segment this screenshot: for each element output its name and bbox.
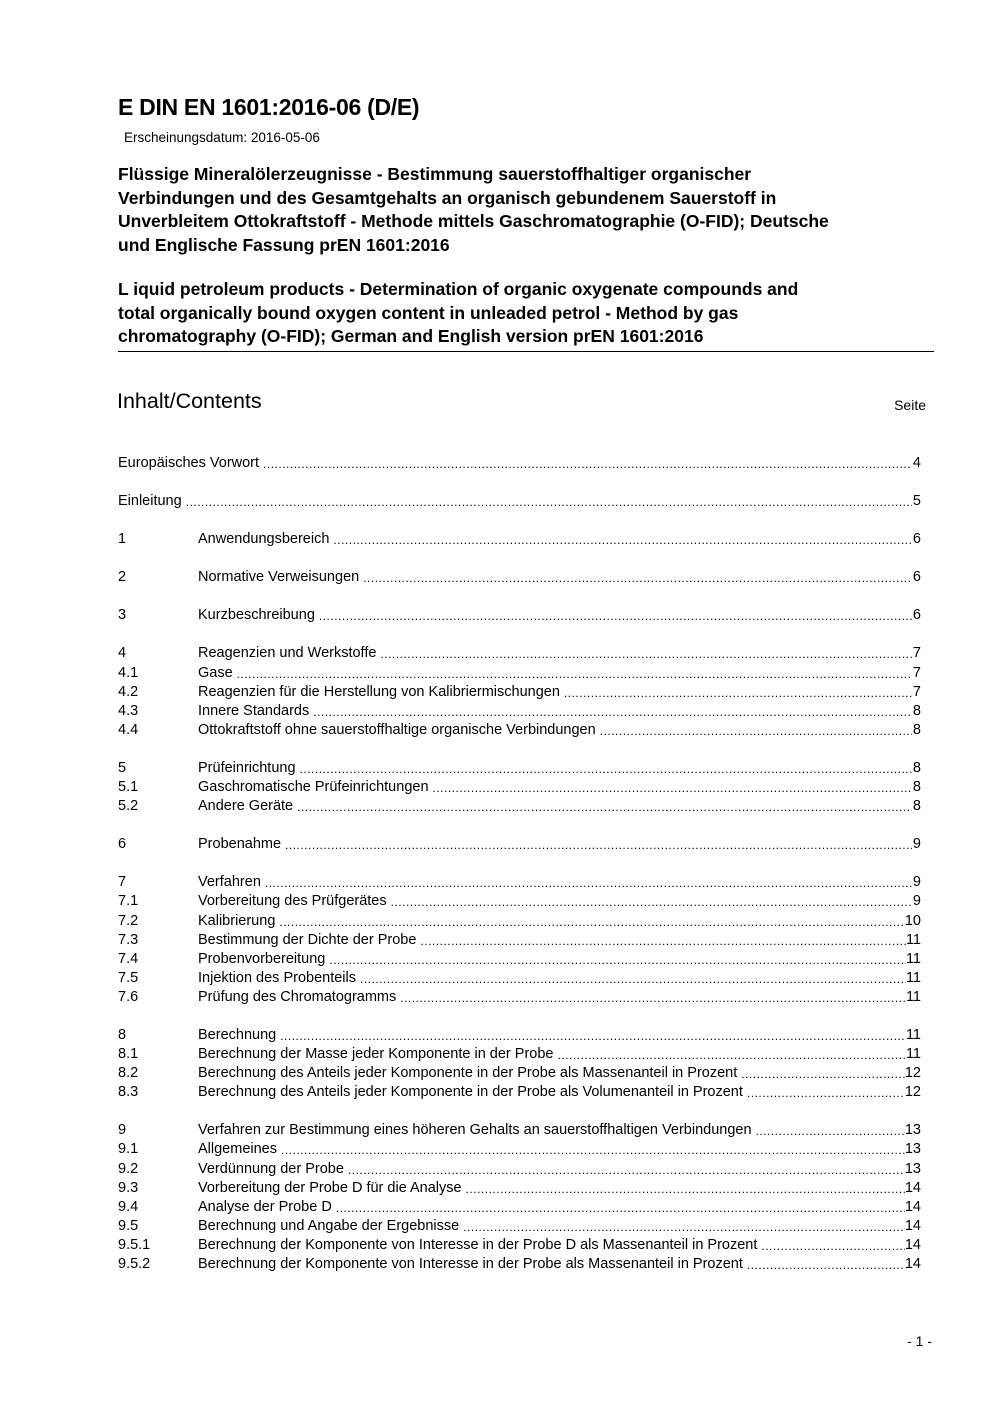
title-line: L iquid petroleum products - Determination of organic oxygenate compounds and	[118, 279, 799, 299]
toc-leader-dots	[297, 798, 912, 817]
toc-entry-title: Anwendungsbereich	[198, 531, 330, 548]
toc-entry-number: 9.1	[118, 1141, 139, 1158]
toc-entry-page: 11	[905, 969, 921, 986]
toc-leader-dots	[336, 1199, 905, 1218]
toc-entry-page: 14	[904, 1179, 921, 1196]
toc-entry[interactable]	[118, 759, 921, 778]
toc-entry[interactable]	[118, 1198, 921, 1217]
toc-entry-number: 9.4	[118, 1198, 139, 1215]
toc-entry-page: 12	[904, 1084, 921, 1101]
toc-entry-page: 10	[904, 912, 921, 929]
document-id: E DIN EN 1601:2016-06 (D/E)	[118, 94, 420, 120]
toc-entry-title: Vorbereitung des Prüfgerätes	[198, 893, 387, 910]
toc-entry[interactable]	[118, 1217, 921, 1236]
title-line: Unverbleitem Ottokraftstoff - Methode mittels Gaschromatographie (O-FID); Deutsche	[118, 211, 829, 231]
toc-entry[interactable]	[118, 1083, 921, 1102]
toc-leader-dots	[557, 1046, 905, 1065]
toc-entry-title: Verfahren zur Bestimmung eines höheren Gehalts an sauerstoffhaltigen Verbindungen	[198, 1122, 752, 1139]
toc-entry-number: 8.1	[118, 1046, 139, 1063]
toc-entry-number: 5	[118, 759, 127, 776]
toc-entry-title: Berechnung der Komponente von Interesse in der Probe D als Massenanteil in Prozent	[198, 1236, 758, 1253]
toc-entry-number: 7.6	[118, 988, 139, 1005]
toc-entry-title: Europäisches Vorwort	[118, 455, 260, 471]
toc-entry-title: Reagenzien für die Herstellung von Kalibriermischungen	[198, 683, 560, 700]
toc-leader-dots	[186, 493, 912, 512]
toc-entry-page: 8	[912, 779, 921, 796]
toc-entry-number: 8	[118, 1026, 127, 1043]
toc-entry-page: 6	[912, 569, 921, 586]
toc-entry[interactable]	[118, 1121, 921, 1140]
toc-entry-page: 9	[912, 893, 921, 910]
toc-entry[interactable]	[118, 950, 921, 969]
toc-entry-number: 7.5	[118, 969, 139, 986]
toc-entry-title: Prüfung des Chromatogramms	[198, 988, 397, 1005]
toc-entry[interactable]	[118, 873, 921, 892]
toc-leader-dots	[420, 932, 906, 951]
toc-entry-title: Verfahren	[198, 874, 261, 891]
toc-entry-title: Vorbereitung der Probe D für die Analyse	[198, 1179, 462, 1196]
toc-entry[interactable]	[118, 778, 921, 797]
toc-entry-number: 3	[118, 607, 127, 624]
toc-leader-dots	[363, 569, 912, 588]
toc-leader-dots	[360, 970, 906, 989]
toc-leader-dots	[466, 1180, 905, 1199]
toc-leader-dots	[329, 951, 906, 970]
toc-entry-number: 8.2	[118, 1065, 139, 1082]
toc-entry-page: 14	[904, 1198, 921, 1215]
toc-entry[interactable]	[118, 702, 921, 721]
toc-entry-title: Probenahme	[198, 836, 282, 853]
toc-entry-title: Gaschromatische Prüfeinrichtungen	[198, 779, 429, 796]
toc-entry-page: 13	[904, 1141, 921, 1158]
toc-entry-page: 5	[912, 493, 921, 510]
toc-leader-dots	[756, 1122, 905, 1141]
toc-entry-page: 8	[912, 798, 921, 815]
toc-entry-title: Analyse der Probe D	[198, 1198, 332, 1215]
toc-entry-number: 6	[118, 836, 127, 853]
toc-entry[interactable]	[118, 797, 921, 816]
toc-entry[interactable]	[118, 988, 921, 1007]
toc-leader-dots	[313, 703, 912, 722]
toc-entry-page: 8	[912, 702, 921, 719]
toc-entry-number: 4	[118, 645, 127, 662]
toc-entry[interactable]	[118, 931, 921, 950]
title-english	[118, 278, 934, 352]
toc-entry-page: 7	[912, 645, 921, 662]
toc-entry-page: 11	[905, 1026, 921, 1043]
toc-leader-dots	[279, 913, 904, 932]
toc-entry[interactable]	[118, 1045, 921, 1064]
toc-entry[interactable]	[118, 606, 921, 625]
toc-entry[interactable]	[118, 835, 921, 854]
toc-entry-title: Andere Geräte	[198, 798, 294, 815]
toc-entry-number: 7.1	[118, 893, 139, 910]
toc-entry[interactable]	[118, 1255, 921, 1274]
toc-entry-title: Berechnung und Angabe der Ergebnisse	[198, 1217, 460, 1234]
toc-leader-dots	[400, 989, 906, 1008]
toc-entry-title: Probenvorbereitung	[198, 950, 326, 967]
toc-entry[interactable]	[118, 1160, 921, 1179]
toc-entry-number: 4.2	[118, 683, 139, 700]
toc-entry-title: Prüfeinrichtung	[198, 759, 296, 776]
toc-entry-title: Ottokraftstoff ohne sauerstoffhaltige organische Verbindungen	[198, 721, 596, 738]
toc-entry[interactable]	[118, 969, 921, 988]
toc-leader-dots	[463, 1218, 905, 1237]
toc-entry-page: 9	[912, 836, 921, 853]
toc-leader-dots	[741, 1065, 905, 1084]
toc-entry-number: 4.4	[118, 721, 139, 738]
toc-entry-title: Kurzbeschreibung	[198, 607, 315, 624]
title-line: Flüssige Mineralölerzeugnisse - Bestimmung sauerstoffhaltiger organischer	[118, 164, 752, 184]
toc-entry-title: Innere Standards	[198, 702, 310, 719]
toc-leader-dots	[285, 836, 912, 855]
toc-entry[interactable]	[118, 1064, 921, 1083]
toc-entry-number: 7	[118, 874, 127, 891]
toc-entry-number: 4.3	[118, 702, 139, 719]
toc-entry-page: 14	[904, 1236, 921, 1253]
toc-entry-number: 9.5	[118, 1217, 139, 1234]
title-line: chromatography (O-FID); German and English version prEN 1601:2016	[118, 326, 704, 346]
toc-entry-page: 9	[912, 874, 921, 891]
toc-entry-title: Verdünnung der Probe	[198, 1160, 344, 1177]
toc-leader-dots	[280, 1027, 906, 1046]
toc-entry[interactable]	[118, 683, 921, 702]
toc-entry[interactable]	[118, 892, 921, 911]
toc-entry-number: 9.2	[118, 1160, 139, 1177]
toc-heading: Inhalt/Contents	[117, 389, 262, 413]
toc-entry[interactable]	[118, 568, 921, 587]
toc-entry-title: Gase	[198, 664, 233, 681]
toc-entry-number: 9.3	[118, 1179, 139, 1196]
toc-entry-title: Reagenzien und Werkstoffe	[198, 645, 377, 662]
toc-entry-title: Injektion des Probenteils	[198, 969, 356, 986]
toc-entry-title: Kalibrierung	[198, 912, 276, 929]
toc-entry-page: 7	[912, 683, 921, 700]
toc-entry-number: 8.3	[118, 1084, 139, 1101]
toc-entry-page: 12	[904, 1065, 921, 1082]
toc-entry-number: 1	[118, 531, 127, 548]
toc-entry-title: Allgemeines	[198, 1141, 277, 1158]
toc-entry-title: Normative Verweisungen	[198, 569, 360, 586]
toc-entry-title: Berechnung des Anteils jeder Komponente in der Probe als Massenanteil in Prozent	[198, 1065, 738, 1082]
toc-leader-dots	[747, 1256, 905, 1275]
toc-entry-number: 9.5.1	[118, 1236, 151, 1253]
toc-entry-number: 7.4	[118, 950, 139, 967]
toc-leader-dots	[237, 665, 912, 684]
toc-entry-title: Berechnung der Masse jeder Komponente in der Probe	[198, 1046, 554, 1063]
toc-leader-dots	[433, 779, 912, 798]
toc-entry-page: 8	[912, 721, 921, 738]
toc-entry-number: 5.1	[118, 779, 139, 796]
toc-leader-dots	[265, 874, 912, 893]
title-line: und Englische Fassung prEN 1601:2016	[118, 234, 450, 255]
toc-entry[interactable]	[118, 530, 921, 549]
toc-entry-title: Berechnung	[198, 1026, 277, 1043]
toc-entry-number: 9	[118, 1122, 127, 1139]
toc-entry-number: 5.2	[118, 798, 139, 815]
toc-leader-dots	[333, 531, 912, 550]
toc-leader-dots	[348, 1161, 905, 1180]
toc-entry-page: 4	[912, 455, 921, 471]
toc-entry-title: Berechnung der Komponente von Interesse in der Probe als Massenanteil in Prozent	[198, 1256, 743, 1272]
toc-entry[interactable]	[118, 664, 921, 683]
toc-leader-dots	[600, 722, 912, 741]
toc-entry-page: 14	[904, 1217, 921, 1234]
toc-entry-number: 9.5.2	[118, 1256, 151, 1272]
toc-entry[interactable]	[118, 1236, 921, 1255]
toc-entry-page: 11	[905, 931, 921, 948]
toc-leader-dots	[263, 455, 912, 474]
toc-leader-dots	[391, 893, 912, 912]
toc-entry[interactable]	[118, 912, 921, 931]
toc-entry[interactable]	[118, 644, 921, 663]
toc-entry-page: 11	[905, 1046, 921, 1063]
toc-leader-dots	[380, 645, 912, 664]
toc-entry-number: 7.3	[118, 931, 139, 948]
toc-entry-page: 13	[904, 1122, 921, 1139]
toc-entry[interactable]	[118, 721, 921, 740]
title-line: Verbindungen und des Gesamtgehalts an organisch gebundenem Sauerstoff in	[118, 187, 777, 208]
toc-entry-number: 2	[118, 569, 127, 586]
toc-entry-title: Bestimmung der Dichte der Probe	[198, 931, 417, 948]
page-number: - 1 -	[907, 1333, 932, 1349]
toc-entry-title: Berechnung des Anteils jeder Komponente in der Probe als Volumenanteil in Prozent	[198, 1084, 743, 1101]
toc-leader-dots	[564, 684, 912, 703]
toc-entry-page: 7	[912, 664, 921, 681]
toc-leader-dots	[747, 1084, 905, 1103]
title-line: total organically bound oxygen content in unleaded petrol - Method by gas	[118, 302, 739, 323]
toc-entry-page: 8	[912, 759, 921, 776]
toc-leader-dots	[300, 760, 912, 779]
toc-leader-dots	[281, 1141, 905, 1160]
toc-leader-dots	[761, 1237, 904, 1256]
toc-entry-number: 7.2	[118, 912, 139, 929]
toc-entry-page: 11	[905, 950, 921, 967]
toc-entry[interactable]	[118, 1140, 921, 1159]
toc-entry[interactable]	[118, 1026, 921, 1045]
toc-entry-page: 6	[912, 531, 921, 548]
toc-leader-dots	[319, 607, 912, 626]
toc-entry[interactable]	[118, 1179, 921, 1198]
title-german	[118, 163, 948, 257]
toc-entry-page: 14	[904, 1256, 921, 1272]
table-of-contents	[118, 454, 921, 1274]
toc-entry-page: 13	[904, 1160, 921, 1177]
toc-entry[interactable]	[118, 492, 921, 511]
toc-entry[interactable]	[118, 454, 921, 473]
toc-page-label: Seite	[894, 397, 926, 413]
toc-entry-title: Einleitung	[118, 493, 182, 510]
toc-entry-number: 4.1	[118, 664, 139, 681]
toc-entry-page: 6	[912, 607, 921, 624]
toc-entry-page: 11	[905, 988, 921, 1005]
publication-date: Erscheinungsdatum: 2016-05-06	[124, 130, 320, 145]
